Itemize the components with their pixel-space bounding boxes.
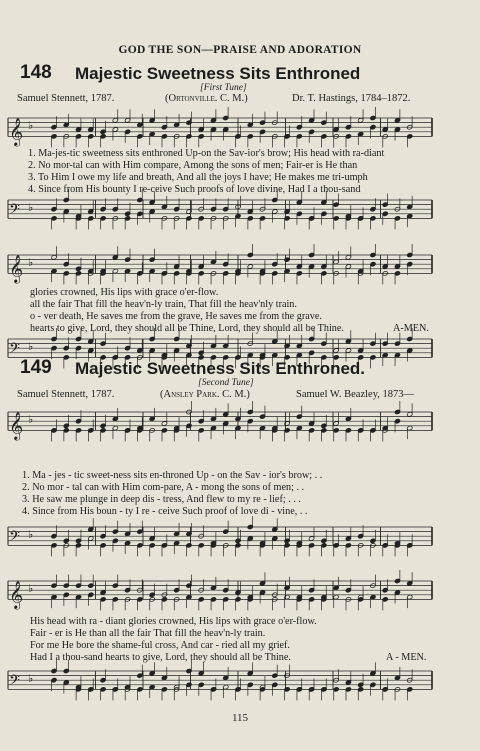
flat-sign-icon: ♭ bbox=[28, 340, 34, 354]
amen-text: A - MEN. bbox=[386, 652, 427, 663]
flat-sign-icon: ♭ bbox=[28, 672, 34, 686]
flat-sign-icon: ♭ bbox=[28, 413, 34, 427]
treble-clef-icon: 𝄞 bbox=[9, 117, 24, 146]
tune-name: (Ortonville. C. M.) bbox=[165, 93, 248, 104]
hymn-number: 148 bbox=[20, 62, 52, 83]
page-number: 115 bbox=[231, 712, 249, 724]
flat-sign-icon: ♭ bbox=[28, 528, 34, 542]
hymn-composer: Samuel W. Beazley, 1873— bbox=[296, 389, 415, 400]
bass-clef-icon: 𝄢 bbox=[9, 528, 20, 549]
tune-note: [Second Tune] bbox=[198, 378, 254, 388]
hymn-author: Samuel Stennett, 1787. bbox=[17, 93, 115, 104]
verse-line-4: hearts to give, Lord, they should all be Thine, Lord, they should all be Thine. bbox=[30, 323, 344, 334]
verse-line-3: 3. To Him I owe my life and breath, And all the joys I have; He makes me tri-umph bbox=[28, 172, 368, 183]
flat-sign-icon: ♭ bbox=[28, 256, 34, 270]
verse-line-3: o - ver death, He saves me from the grave, He saves me from the grave. bbox=[30, 311, 322, 322]
hymn-composer: Dr. T. Hastings, 1784–1872. bbox=[292, 93, 411, 104]
bass-clef-icon: 𝄢 bbox=[9, 672, 20, 693]
tune-note: [First Tune] bbox=[200, 83, 247, 93]
flat-sign-icon: ♭ bbox=[28, 201, 34, 215]
verse-line-2: all the fair That fill the heav'n-ly train, That fill the heav'nly train. bbox=[30, 299, 297, 310]
bass-clef-icon: 𝄢 bbox=[9, 201, 20, 222]
treble-clef-icon: 𝄞 bbox=[9, 580, 24, 609]
section-header: GOD THE SON—PRAISE AND ADORATION bbox=[118, 44, 362, 56]
verse-line-1: 1. Ma-jes-tic sweetness sits enthroned Up-on the Sav-ior's brow; His head with ra-diant bbox=[28, 148, 385, 159]
flat-sign-icon: ♭ bbox=[28, 582, 34, 596]
flat-sign-icon: ♭ bbox=[28, 119, 34, 133]
verse-line-4: Had I a thou-sand hearts to give, Lord, they should all be Thine. bbox=[30, 652, 291, 663]
verse-line-4: 4. Since from His bounty I re-ceive Such proofs of love divine, Had I a thou-sand bbox=[28, 184, 361, 195]
treble-clef-icon: 𝄞 bbox=[9, 411, 24, 440]
treble-clef-icon: 𝄞 bbox=[9, 254, 24, 283]
hymn-author: Samuel Stennett, 1787. bbox=[17, 389, 115, 400]
verse-line-1: glories crowned, His lips with grace o'er-flow. bbox=[30, 287, 219, 298]
verse-line-2: Fair - er is He than all the fair That fill the heav'n-ly train. bbox=[30, 628, 266, 639]
verse-line-2: 2. No mor - tal can with Him com-pare, A - mong the sons of men; . . bbox=[22, 482, 305, 493]
verse-line-2: 2. No mor-tal can with Him compare, Among the sons of men; Fair-er is He than bbox=[28, 160, 358, 171]
tune-name: (Ansley Park. C. M.) bbox=[160, 389, 250, 400]
amen-text: A-MEN. bbox=[393, 323, 429, 334]
hymn-title: Majestic Sweetness Sits Enthroned bbox=[75, 64, 361, 83]
verse-line-3: 3. He saw me plunge in deep dis - tress, And flew to my re - lief; . . . bbox=[22, 494, 301, 505]
verse-line-1: His head with ra - diant glories crowned, His lips with grace o'er-flow. bbox=[30, 616, 317, 627]
hymn-title: Majestic Sweetness Sits Enthroned. bbox=[75, 359, 366, 378]
verse-line-4: 4. Since from His boun - ty I re - ceive Such proof of love di - vine, . . bbox=[22, 506, 308, 517]
verse-line-3: For me He bore the shame-ful cross, And car - ried all my grief. bbox=[30, 640, 290, 651]
bass-clef-icon: 𝄢 bbox=[9, 340, 20, 361]
hymn-number: 149 bbox=[20, 357, 52, 378]
verse-line-1: 1. Ma - jes - tic sweet-ness sits en-throned Up - on the Sav - ior's brow; . . bbox=[22, 470, 323, 481]
